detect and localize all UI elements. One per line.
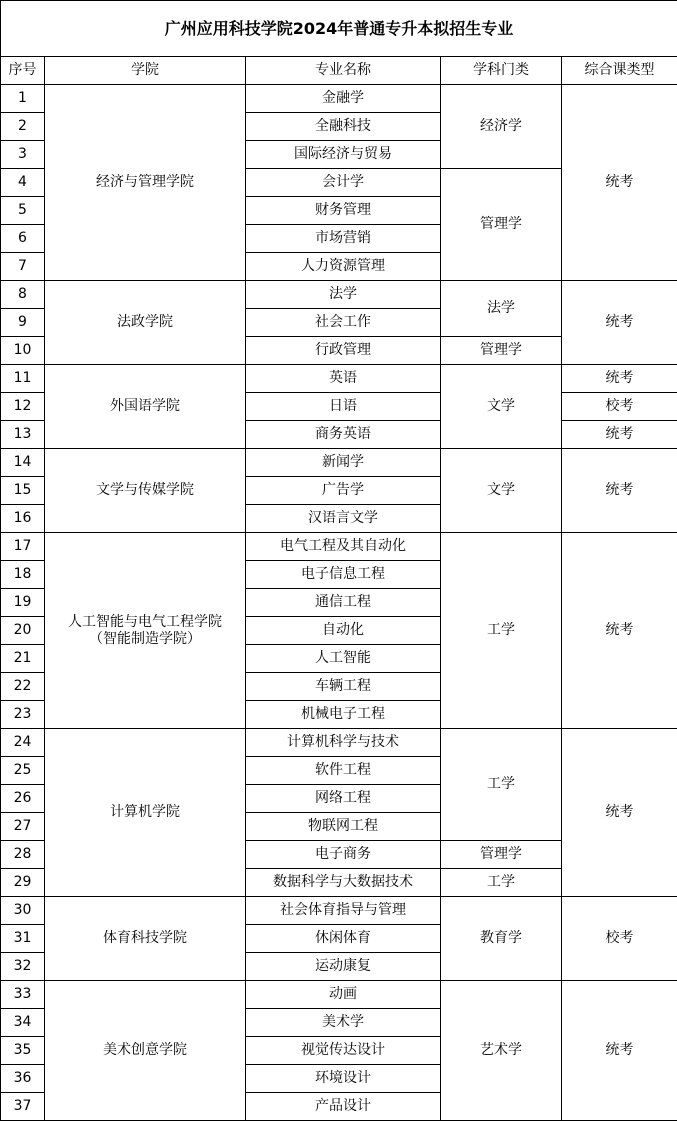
major-name: 广告学 [246,477,441,505]
row-number: 5 [1,197,45,225]
major-name: 自动化 [246,617,441,645]
header-major: 专业名称 [246,57,441,85]
major-name: 社会体育指导与管理 [246,897,441,925]
college-cell [45,85,246,281]
row-number: 11 [1,365,45,393]
discipline-cell: 经济学 [441,85,562,169]
row-number: 4 [1,169,45,197]
row-number: 20 [1,617,45,645]
college-cell [45,365,246,449]
row-number: 3 [1,141,45,169]
discipline-cell: 法学 [441,281,562,337]
major-name: 行政管理 [246,337,441,365]
row-number: 36 [1,1065,45,1093]
row-number: 27 [1,813,45,841]
college-cell [45,897,246,981]
major-name: 美术学 [246,1009,441,1037]
row-number: 31 [1,925,45,953]
row-number: 25 [1,757,45,785]
table-row [1,533,677,561]
major-name: 金融学 [246,85,441,113]
major-name: 计算机科学与技术 [246,729,441,757]
major-name: 电子信息工程 [246,561,441,589]
discipline-cell: 艺术学 [441,981,562,1121]
discipline-cell: 教育学 [441,897,562,981]
exam-type-cell: 统考 [562,281,677,365]
college-name: 经济与管理学院 [96,174,194,190]
major-name: 机械电子工程 [246,701,441,729]
major-name: 视觉传达设计 [246,1037,441,1065]
college-name: 人工智能与电气工程学院 [68,613,222,630]
exam-type-cell: 统考 [562,365,677,393]
major-name: 国际经济与贸易 [246,141,441,169]
row-number: 2 [1,113,45,141]
major-name: 商务英语 [246,421,441,449]
discipline-cell: 工学 [441,533,562,729]
row-number: 29 [1,869,45,897]
exam-type-cell: 统考 [562,981,677,1121]
row-number: 26 [1,785,45,813]
major-name: 车辆工程 [246,673,441,701]
header-exam-type: 综合课类型 [562,57,677,85]
table-row [1,981,677,1009]
row-number: 9 [1,309,45,337]
major-name: 休闲体育 [246,925,441,953]
college-name: 计算机学院 [110,804,180,820]
college-name: 美术创意学院 [103,1042,187,1058]
college-name: 法政学院 [117,314,173,330]
row-number: 18 [1,561,45,589]
header-college: 学院 [45,57,246,85]
discipline-cell: 工学 [441,869,562,897]
discipline-cell: 管理学 [441,169,562,281]
header-row [1,57,677,85]
discipline-cell: 管理学 [441,841,562,869]
college-name-secondary: （智能制造学院） [89,630,201,647]
row-number: 21 [1,645,45,673]
college-cell [45,981,246,1121]
major-name: 汉语言文学 [246,505,441,533]
row-number: 22 [1,673,45,701]
college-cell [45,729,246,897]
major-name: 法学 [246,281,441,309]
table-row [1,449,677,477]
row-number: 34 [1,1009,45,1037]
row-number: 24 [1,729,45,757]
major-name: 产品设计 [246,1093,441,1121]
row-number: 14 [1,449,45,477]
row-number: 23 [1,701,45,729]
major-name: 物联网工程 [246,813,441,841]
exam-type-cell: 校考 [562,393,677,421]
row-number: 32 [1,953,45,981]
college-name: 文学与传媒学院 [96,482,194,498]
major-name: 人工智能 [246,645,441,673]
major-name: 电气工程及其自动化 [246,533,441,561]
row-number: 17 [1,533,45,561]
row-number: 15 [1,477,45,505]
row-number: 6 [1,225,45,253]
major-name: 环境设计 [246,1065,441,1093]
major-name: 运动康复 [246,953,441,981]
discipline-cell: 工学 [441,729,562,841]
exam-type-cell: 统考 [562,533,677,729]
row-number: 12 [1,393,45,421]
major-name: 社会工作 [246,309,441,337]
row-number: 19 [1,589,45,617]
major-name: 网络工程 [246,785,441,813]
row-number: 28 [1,841,45,869]
major-name: 数据科学与大数据技术 [246,869,441,897]
college-name: 外国语学院 [110,398,180,414]
major-name: 会计学 [246,169,441,197]
row-number: 35 [1,1037,45,1065]
exam-type-cell: 统考 [562,421,677,449]
discipline-cell: 文学 [441,449,562,533]
major-name: 人力资源管理 [246,253,441,281]
table-row [1,729,677,757]
discipline-cell: 文学 [441,365,562,449]
row-number: 8 [1,281,45,309]
table-row [1,85,677,113]
major-name: 日语 [246,393,441,421]
title-row [1,1,677,57]
discipline-cell: 管理学 [441,337,562,365]
exam-type-cell: 统考 [562,729,677,897]
table-row [1,365,677,393]
table-title: 广州应用科技学院2024年普通专升本拟招生专业 [1,1,677,57]
exam-type-cell: 统考 [562,449,677,533]
row-number: 30 [1,897,45,925]
major-name: 通信工程 [246,589,441,617]
major-name: 动画 [246,981,441,1009]
major-name: 新闻学 [246,449,441,477]
row-number: 10 [1,337,45,365]
college-cell [45,533,246,729]
major-name: 软件工程 [246,757,441,785]
major-name: 英语 [246,365,441,393]
college-cell [45,281,246,365]
college-cell [45,449,246,533]
exam-type-cell: 统考 [562,85,677,281]
header-discipline: 学科门类 [441,57,562,85]
table-row [1,281,677,309]
table-row [1,897,677,925]
major-name: 财务管理 [246,197,441,225]
exam-type-cell: 校考 [562,897,677,981]
college-name: 体育科技学院 [103,930,187,946]
major-name: 电子商务 [246,841,441,869]
major-name: 全融科技 [246,113,441,141]
header-no: 序号 [1,57,45,85]
major-name: 市场营销 [246,225,441,253]
row-number: 1 [1,85,45,113]
row-number: 13 [1,421,45,449]
row-number: 16 [1,505,45,533]
row-number: 33 [1,981,45,1009]
row-number: 37 [1,1093,45,1121]
row-number: 7 [1,253,45,281]
